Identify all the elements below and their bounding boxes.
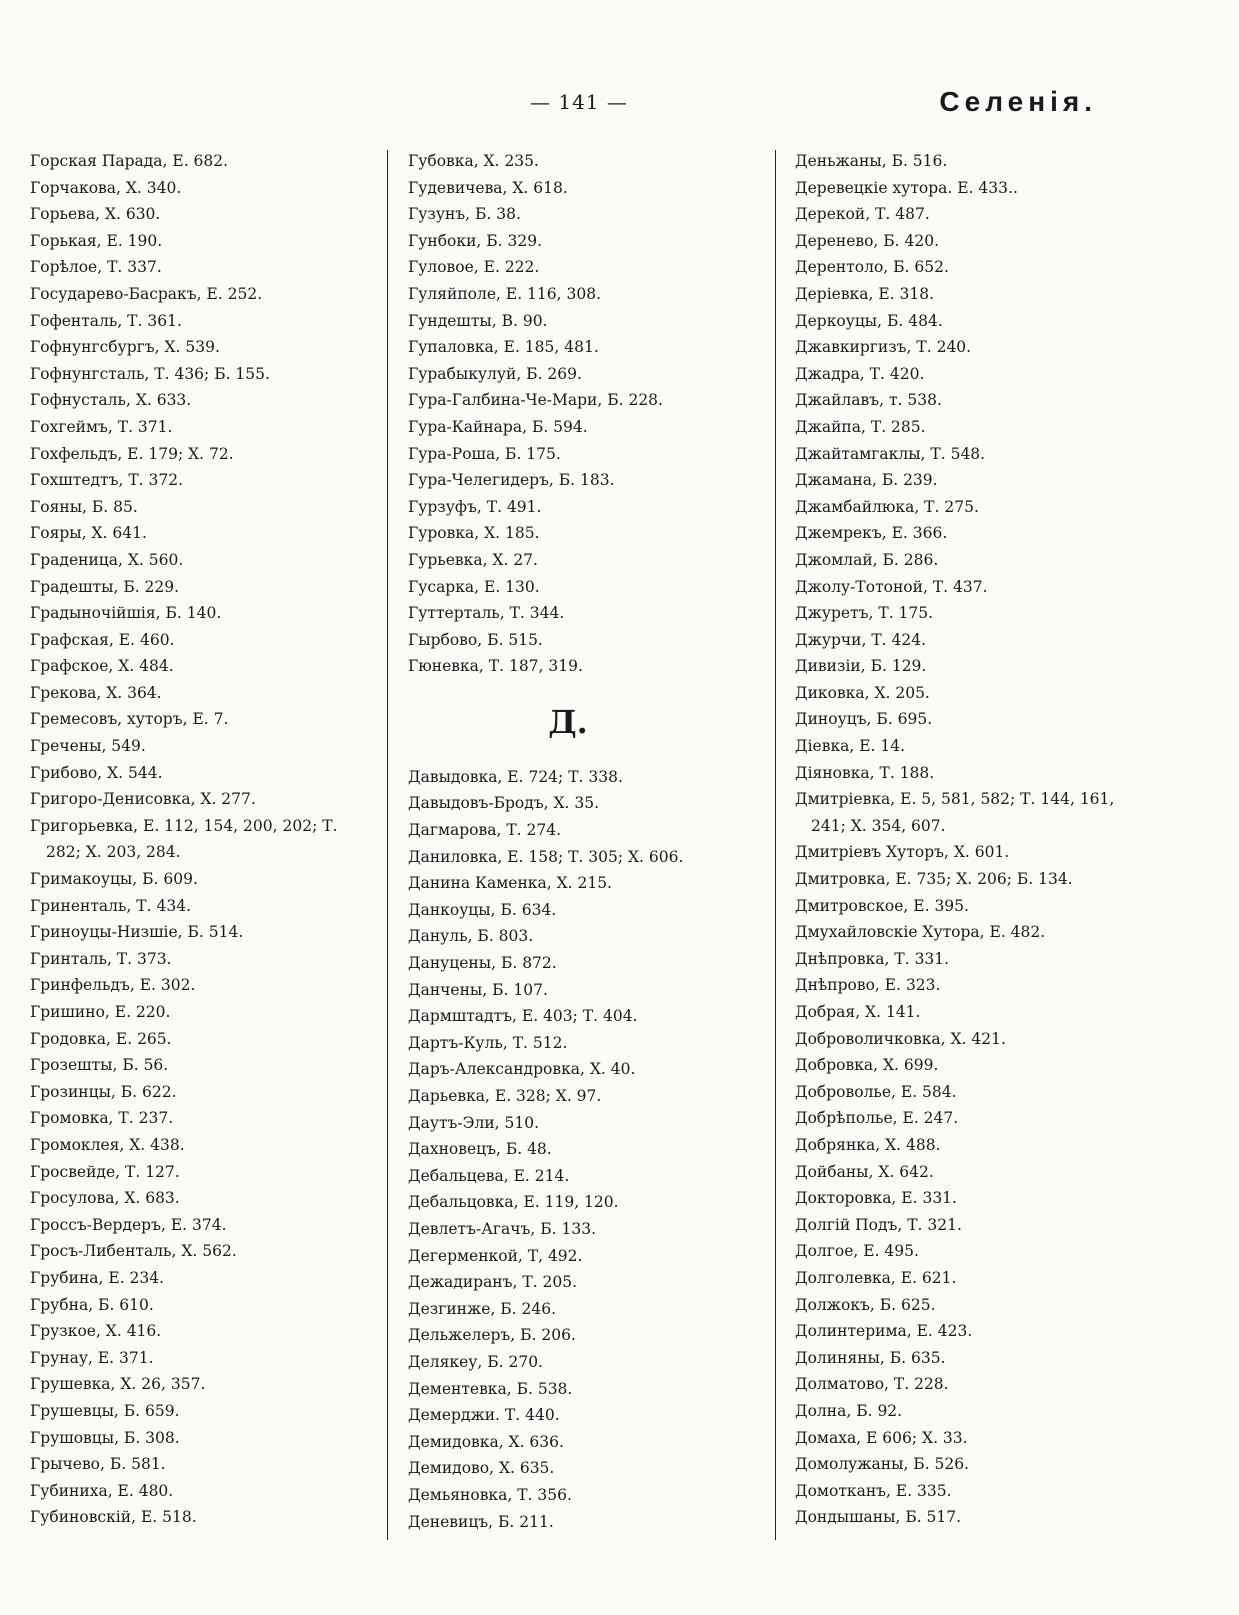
index-entry: Джамбайлюка, Т. 275. [795,497,979,516]
index-entry: Добрянка, Х. 488. [795,1135,941,1154]
index-entry: Горская Парада, Е. 682. [30,152,229,170]
index-entry: Дармштадтъ, Е. 403; Т. 404. [408,1007,638,1026]
index-entry: Діевка, Е. 14. [795,737,906,756]
index-entry: Гурабыкулуй, Б. 269. [408,364,582,383]
index-entry: Дартъ-Куль, Т. 512. [408,1033,568,1052]
index-entry: Деркоуцы, Б. 484. [795,311,943,330]
index-entry: Диноуцъ, Б. 695. [795,710,933,729]
index-entry: Джайпа, Т. 285. [795,417,926,436]
index-entry: Граденица, Х. 560. [30,550,184,569]
index-entry: Даниловка, Е. 158; Т. 305; Х. 606. [408,847,684,866]
index-entry: Дмитріевка, Е. 5, 581, 582; Т. 144, 161, 241; Х. 354, 607. [795,790,1115,835]
index-entry: Гофнунгсбургъ, Х. 539. [30,338,220,357]
index-entry: Деріевка, Е. 318. [795,284,935,303]
index-entry: Грекова, Х. 364. [30,683,162,702]
index-entry: Горчакова, Х. 340. [30,178,182,197]
index-entry: Грибово, Х. 544. [30,763,163,782]
index-entry: Даръ-Александровка, Х. 40. [408,1060,636,1079]
index-entry: Гырбово, Б. 515. [408,630,543,649]
index-entry: Гринталь, Т. 373. [30,949,172,968]
index-entry: Гуровка, Х. 185. [408,524,540,543]
index-entry: Губовка, Х. 235. [408,152,539,170]
index-entry: Дезгинже, Б. 246. [408,1299,557,1318]
index-entry: Гремесовъ, хуторъ, Е. 7. [30,710,229,729]
index-entry: Гродовка, Е. 265. [30,1029,172,1048]
index-entry: Джомлай, Б. 286. [795,550,939,569]
index-entry: Днѣпрово, Е. 323. [795,976,941,995]
index-entry: Давыдовъ-Бродъ, Х. 35. [408,794,600,813]
index-entry: Добровка, Х. 699. [795,1056,939,1075]
index-entry: Джамана, Б. 239. [795,471,938,490]
index-entry: Демьяновка, Т. 356. [408,1485,572,1504]
index-entry: Добрѣполье, Е. 247. [795,1109,959,1128]
index-entry: Демидово, Х. 635. [408,1459,555,1478]
index-entry: Григоро-Денисовка, Х. 277. [30,790,256,809]
page-header [0,86,1239,126]
index-entry: Грунау, Е. 371. [30,1348,154,1367]
index-entry: Деньжаны, Б. 516. [795,152,948,170]
index-entry: Дивизіи, Б. 129. [795,657,927,676]
index-entry: Гофнусталь, Х. 633. [30,391,192,410]
column-divider-1 [387,150,388,1540]
index-entry: Гундешты, В. 90. [408,311,548,330]
index-entry: Гриненталь, Т. 434. [30,896,192,915]
index-entry: Доброволичковка, Х. 421. [795,1029,1006,1048]
index-entry: Джолу-Тотоной, Т. 437. [795,577,988,596]
index-entry: Давыдовка, Е. 724; Т. 338. [408,767,623,786]
section-title: Селенія. [939,86,1097,117]
index-entry: Данина Каменка, Х. 215. [408,874,612,893]
index-entry: Гросвейде, Т. 127. [30,1162,180,1181]
index-entry: Джайтамгаклы, Т. 548. [795,444,986,463]
index-entry: Гуляйполе, Е. 116, 308. [408,284,601,303]
index-entry: Долна, Б. 92. [795,1401,903,1420]
index-entry: Грубина, Е. 234. [30,1268,165,1287]
index-entry: Дагмарова, Т. 274. [408,821,562,840]
index-entry: Долгое, Е. 495. [795,1242,919,1261]
index-entry: Гунбоки, Б. 329. [408,231,543,250]
index-entry: Гупаловка, Е. 185, 481. [408,338,599,357]
index-entry: Гояры, Х. 641. [30,524,147,543]
index-column-3 [795,148,1140,1548]
index-entry: Гура-Кайнара, Б. 594. [408,417,588,436]
index-entry: Джадра, Т. 420. [795,364,925,383]
index-entry: Гюневка, Т. 187, 319. [408,657,583,676]
index-entry: Діяновка, Т. 188. [795,763,935,782]
index-entry: Гохгеймъ, Т. 371. [30,417,173,436]
column-divider-2 [775,150,776,1540]
index-entry: Диковка, Х. 205. [795,683,930,702]
index-entry: Гохфельдъ, Е. 179; Х. 72. [30,444,234,463]
index-entry: Докторовка, Е. 331. [795,1189,957,1208]
index-entry: Дахновецъ, Б. 48. [408,1140,552,1159]
index-entry: Деренево, Б. 420. [795,231,940,250]
index-entry: Гришино, Е. 220. [30,1003,171,1021]
index-column-2 [408,148,758,1548]
index-entry: Грушевка, Х. 26, 357. [30,1375,206,1394]
index-entry: Губиновскій, Е. 518. [30,1508,197,1527]
index-entry: Дануцены, Б. 872. [408,954,557,973]
index-entry: Гояны, Б. 85. [30,497,138,516]
index-entry: Гурзуфъ, Т. 491. [408,497,542,516]
index-entry: Грубна, Б. 610. [30,1295,154,1314]
index-entry: Губиниха, Е. 480. [30,1481,174,1500]
index-entry: Графская, Е. 460. [30,630,175,649]
index-entry: Дерентоло, Б. 652. [795,258,949,277]
index-entry: Домотканъ, Е. 335. [795,1481,952,1500]
index-entry: Гофенталь, Т. 361. [30,311,182,330]
index-entry: Джуретъ, Т. 175. [795,604,934,623]
index-entry: Дебальцовка, Е. 119, 120. [408,1193,619,1212]
index-column-1 [30,148,375,1548]
index-entry: Дондышаны, Б. 517. [795,1508,962,1527]
index-entry: Джемрекъ, Е. 366. [795,524,948,543]
index-entry: Джурчи, Т. 424. [795,630,927,649]
index-entry: Гофнунгсталь, Т. 436; Б. 155. [30,364,270,383]
index-entry: Дерекой, Т. 487. [795,205,930,224]
index-entry: Деревецкіе хутора. Е. 433.. [795,178,1018,197]
index-entry: Грузкое, Х. 416. [30,1322,162,1341]
index-entry: Добрая, Х. 141. [795,1003,921,1021]
index-entry: Днѣпровка, Т. 331. [795,949,950,968]
index-entry: Гура-Роша, Б. 175. [408,444,561,463]
index-entry: Девлетъ-Агачъ, Б. 133. [408,1219,597,1238]
index-entry: Дегерменкой, Т, 492. [408,1246,583,1265]
index-entry: Гроссъ-Вердеръ, Е. 374. [30,1215,227,1234]
index-entry: Дмухайловскіе Хутора, Е. 482. [795,923,1046,942]
index-entry: Дежадиранъ, Т. 205. [408,1273,578,1292]
index-entry: Гросъ-Либенталь, Х. 562. [30,1242,237,1261]
index-entry: Доброволье, Е. 584. [795,1082,957,1101]
index-entry: Долгій Подъ, Т. 321. [795,1215,962,1234]
index-entry: Громоклея, Х. 438. [30,1135,185,1154]
index-entry: Графское, Х. 484. [30,657,174,676]
index-entry: Дойбаны, Х. 642. [795,1162,934,1181]
index-entry: Гура-Челегидеръ, Б. 183. [408,471,615,490]
index-entry: Долматово, Т. 228. [795,1375,949,1394]
index-entry: Дмитріевъ Хуторъ, Х. 601. [795,843,1010,862]
index-entry: Демерджи. Т. 440. [408,1406,560,1425]
index-entry: Грозешты, Б. 56. [30,1056,169,1075]
index-entry: Джавкиргизъ, Т. 240. [795,338,972,357]
page-number: — 141 — [530,90,628,114]
index-entry: Гуловое, Е. 222. [408,258,540,277]
index-entry: Гохштедтъ, Т. 372. [30,471,184,490]
index-entry: Дарьевка, Е. 328; Х. 97. [408,1087,602,1105]
index-entry: Домолужаны, Б. 526. [795,1455,970,1474]
index-entry: Данчены, Б. 107. [408,980,548,999]
index-entry: Долголевка, Е. 621. [795,1268,957,1287]
index-entry: Гуттерталь, Т. 344. [408,604,565,623]
index-entry: Гримакоуцы, Б. 609. [30,870,198,889]
index-entry: Гусарка, Е. 130. [408,577,540,596]
index-entry: Долинтерима, Е. 423. [795,1322,973,1341]
index-entry: Горьева, Х. 630. [30,205,161,224]
index-entry: Домаха, Е 606; Х. 33. [795,1428,968,1447]
index-entry: Гура-Галбина-Че-Мари, Б. 228. [408,391,663,410]
index-entry: Делякеу, Б. 270. [408,1352,543,1371]
index-entry: Джайлавъ, т. 538. [795,391,942,410]
index-entry: Грушевцы, Б. 659. [30,1401,180,1420]
index-entry: Дануль, Б. 803. [408,927,534,946]
index-entry: Горѣлое, Т. 337. [30,258,162,277]
index-entry: Демидовка, Х. 636. [408,1432,564,1451]
index-entry: Даутъ-Эли, 510. [408,1113,540,1132]
index-entry: Должокъ, Б. 625. [795,1295,936,1314]
index-entry: Гринфельдъ, Е. 302. [30,976,196,995]
index-entry: Горькая, Е. 190. [30,231,163,250]
index-entry: Гудевичева, Х. 618. [408,178,568,197]
index-entry: Гузунъ, Б. 38. [408,205,521,224]
index-entry: Григорьевка, Е. 112, 154, 200, 202; Т. 282; Х. 203, 284. [30,816,338,862]
index-entry: Долиняны, Б. 635. [795,1348,946,1367]
index-entry: Грушовцы, Б. 308. [30,1428,180,1447]
index-entry: Дебальцева, Е. 214. [408,1166,570,1185]
index-entry: Дельжелеръ, Б. 206. [408,1326,576,1345]
index-entry: Гриноуцы-Низшіе, Б. 514. [30,923,244,942]
index-entry: Гросулова, Х. 683. [30,1189,180,1208]
index-entry: Гречены, 549. [30,737,146,756]
index-entry: Государево-Басракъ, Е. 252. [30,284,263,303]
index-entry: Данкоуцы, Б. 634. [408,900,557,919]
index-entry: Громовка, Т. 237. [30,1109,174,1128]
index-entry: Грозинцы, Б. 622. [30,1082,177,1101]
letter-heading: Д. [548,702,588,741]
index-entry: Градешты, Б. 229. [30,577,180,596]
index-entry: Градыночійшія, Б. 140. [30,604,222,623]
index-entry: Гурьевка, Х. 27. [408,550,538,569]
index-entry: Дмитровское, Е. 395. [795,896,969,915]
index-entry: Дементевка, Б. 538. [408,1379,573,1398]
index-entry: Дмитровка, Е. 735; Х. 206; Б. 134. [795,870,1073,889]
index-entry: Грычево, Б. 581. [30,1455,166,1474]
index-entry: Деневицъ, Б. 211. [408,1512,554,1531]
